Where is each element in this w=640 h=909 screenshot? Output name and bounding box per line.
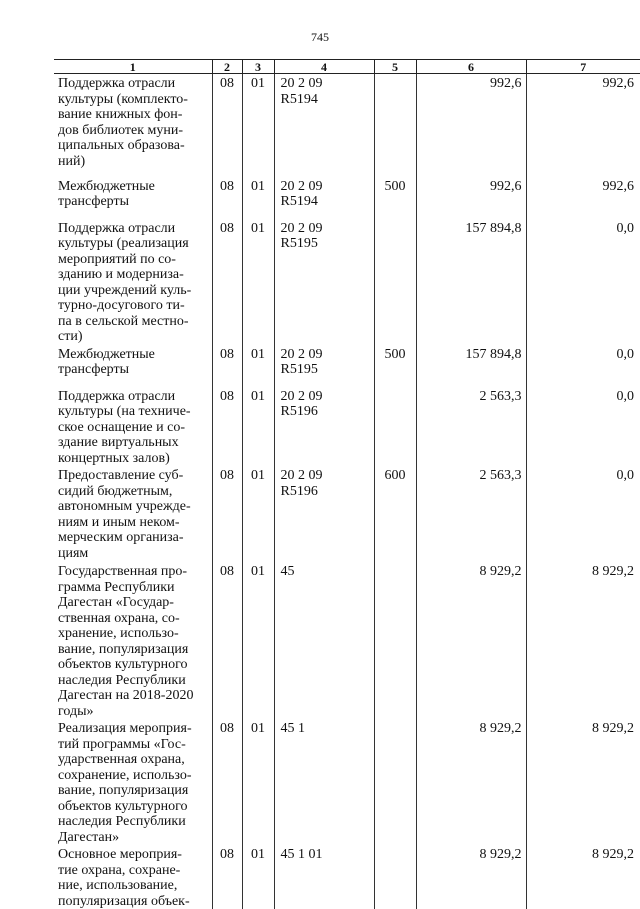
row-name xyxy=(54,387,212,467)
row-target-article xyxy=(274,345,374,387)
table-header xyxy=(54,60,640,74)
row-name-text: Поддержка отрасли культуры (реализация мероприятий по со- зданию и модерниза- ции учреждений куль- турно-досугового ти- па в сельской местно- сти) xyxy=(58,221,208,345)
row-target-article-text: 20 2 09 R5194 xyxy=(281,179,374,210)
row-expense-type: 500 xyxy=(374,177,416,219)
header-col-4: 4 xyxy=(274,60,374,74)
row-subsection: 01 xyxy=(242,719,274,845)
budget-table xyxy=(54,59,640,909)
row-section: 08 xyxy=(212,719,242,845)
row-name-text: Основное мероприя- тие охрана, сохране- ние, использование, популяризация объек- xyxy=(58,847,208,909)
header-row xyxy=(54,60,640,74)
header-col-7: 7 xyxy=(526,60,640,74)
row-section: 08 xyxy=(212,74,242,177)
table-row xyxy=(54,345,640,387)
row-sum-col7: 0,0 xyxy=(526,219,640,345)
row-target-article xyxy=(274,74,374,177)
row-target-article-text: 45 1 xyxy=(281,721,374,737)
row-sum-col7: 0,0 xyxy=(526,466,640,562)
row-name xyxy=(54,562,212,719)
row-section: 08 xyxy=(212,845,242,909)
row-sum-col6: 2 563,3 xyxy=(416,466,526,562)
row-name xyxy=(54,345,212,387)
row-section: 08 xyxy=(212,562,242,719)
row-name-text: Реализация мероприя- тий программы «Гос- ударственная охрана, сохранение, использо- вание, популяризация объектов культурного наследия Республики Дагестан» xyxy=(58,721,208,845)
row-section: 08 xyxy=(212,345,242,387)
row-target-article xyxy=(274,177,374,219)
row-target-article-text: 20 2 09 R5195 xyxy=(281,221,374,252)
row-expense-type xyxy=(374,74,416,177)
row-expense-type: 500 xyxy=(374,345,416,387)
row-subsection: 01 xyxy=(242,219,274,345)
header-col-3: 3 xyxy=(242,60,274,74)
row-name xyxy=(54,719,212,845)
row-section: 08 xyxy=(212,177,242,219)
row-name-text: Межбюджетные трансферты xyxy=(58,347,208,378)
row-expense-type xyxy=(374,219,416,345)
table-row xyxy=(54,177,640,219)
header-col-1: 1 xyxy=(54,60,212,74)
row-expense-type xyxy=(374,562,416,719)
row-expense-type: 600 xyxy=(374,466,416,562)
row-section: 08 xyxy=(212,219,242,345)
header-col-5: 5 xyxy=(374,60,416,74)
row-expense-type xyxy=(374,387,416,467)
header-col-6: 6 xyxy=(416,60,526,74)
row-sum-col6: 8 929,2 xyxy=(416,719,526,845)
table-row xyxy=(54,562,640,719)
row-sum-col7: 0,0 xyxy=(526,345,640,387)
row-target-article xyxy=(274,562,374,719)
row-name-text: Поддержка отрасли культуры (комплекто- вание книжных фон- дов библиотек муни- ципальных образова- ний) xyxy=(58,76,208,169)
row-name xyxy=(54,177,212,219)
row-name xyxy=(54,466,212,562)
table-row xyxy=(54,219,640,345)
row-name xyxy=(54,74,212,177)
row-target-article-text: 45 1 01 xyxy=(281,847,374,863)
row-name-text: Предоставление суб- сидий бюджетным, автономным учрежде- ниям и иным неком- мерческим организа- циям xyxy=(58,468,208,561)
row-target-article-text: 45 xyxy=(281,564,374,580)
row-target-article-text: 20 2 09 R5196 xyxy=(281,468,374,499)
row-sum-col7: 8 929,2 xyxy=(526,719,640,845)
row-subsection: 01 xyxy=(242,466,274,562)
row-subsection: 01 xyxy=(242,177,274,219)
row-name-text: Поддержка отрасли культуры (на техниче- ское оснащение и со- здание виртуальных концертных залов) xyxy=(58,389,208,467)
table-row xyxy=(54,387,640,467)
row-subsection: 01 xyxy=(242,387,274,467)
table-row xyxy=(54,845,640,909)
table-row xyxy=(54,466,640,562)
row-subsection: 01 xyxy=(242,562,274,719)
table-row xyxy=(54,74,640,177)
row-target-article-text: 20 2 09 R5194 xyxy=(281,76,374,107)
row-target-article xyxy=(274,466,374,562)
table-body xyxy=(54,74,640,909)
row-name-text: Межбюджетные трансферты xyxy=(58,179,208,210)
row-subsection: 01 xyxy=(242,74,274,177)
row-sum-col6: 992,6 xyxy=(416,177,526,219)
row-sum-col7: 8 929,2 xyxy=(526,562,640,719)
row-target-article xyxy=(274,219,374,345)
row-expense-type xyxy=(374,845,416,909)
row-sum-col7: 992,6 xyxy=(526,177,640,219)
row-subsection: 01 xyxy=(242,345,274,387)
row-sum-col6: 157 894,8 xyxy=(416,219,526,345)
row-sum-col6: 8 929,2 xyxy=(416,845,526,909)
row-subsection: 01 xyxy=(242,845,274,909)
row-target-article-text: 20 2 09 R5196 xyxy=(281,389,374,420)
row-target-article xyxy=(274,719,374,845)
row-sum-col6: 992,6 xyxy=(416,74,526,177)
header-col-2: 2 xyxy=(212,60,242,74)
row-target-article xyxy=(274,387,374,467)
row-sum-col7: 8 929,2 xyxy=(526,845,640,909)
row-section: 08 xyxy=(212,466,242,562)
row-name xyxy=(54,219,212,345)
row-expense-type xyxy=(374,719,416,845)
row-sum-col6: 157 894,8 xyxy=(416,345,526,387)
row-sum-col7: 0,0 xyxy=(526,387,640,467)
page-number: 745 xyxy=(0,30,640,45)
row-sum-col6: 8 929,2 xyxy=(416,562,526,719)
row-sum-col7: 992,6 xyxy=(526,74,640,177)
table-row xyxy=(54,719,640,845)
row-section: 08 xyxy=(212,387,242,467)
row-sum-col6: 2 563,3 xyxy=(416,387,526,467)
row-target-article xyxy=(274,845,374,909)
row-name xyxy=(54,845,212,909)
row-target-article-text: 20 2 09 R5195 xyxy=(281,347,374,378)
row-name-text: Государственная про- грамма Республики Дагестан «Государ- ственная охрана, со- хранение, использо- вание, популяризация объектов культурного наследия Республики Дагестан на 2018-2020 годы» xyxy=(58,564,208,719)
